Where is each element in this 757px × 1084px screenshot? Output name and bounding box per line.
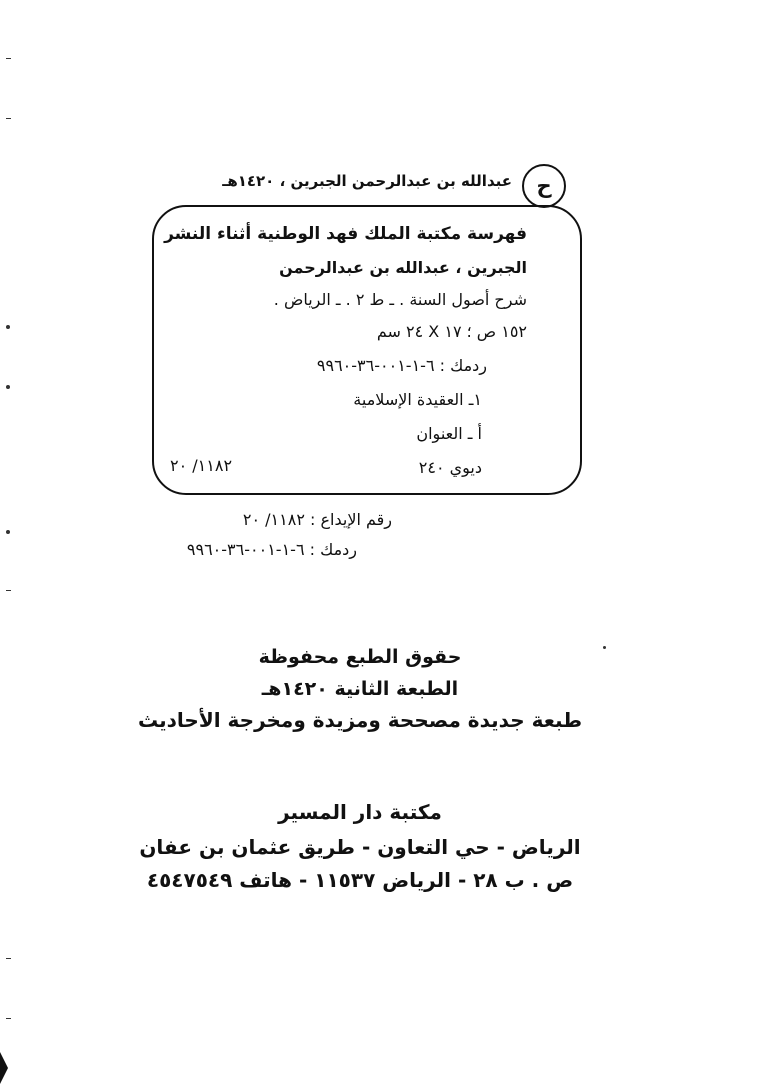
margin-mark	[6, 1018, 11, 1019]
publisher-address: الرياض - حي التعاون - طريق عثمان بن عفان	[139, 835, 581, 859]
page-edge-shadow	[0, 1052, 8, 1084]
cataloging-card	[152, 205, 582, 495]
copyright-line: عبدالله بن عبدالرحمن الجبرين ، ١٤٢٠هـ	[222, 172, 512, 190]
card-collation: ١٥٢ ص ؛ ١٧ X ٢٤ سم	[376, 322, 527, 341]
publisher-po-box: ص . ب ٢٨ - الرياض ١١٥٣٧ - هاتف ٤٥٤٧٥٤٩	[146, 868, 574, 892]
margin-mark	[6, 58, 11, 59]
card-work: شرح أصول السنة . ـ ط ٢ . ـ الرياض .	[273, 290, 527, 309]
isbn: ردمك : ٦-١-٠٠١-٣٦-٩٩٦٠	[186, 540, 357, 559]
margin-mark	[6, 325, 10, 329]
margin-mark	[6, 385, 10, 389]
edition: الطبعة الثانية ١٤٢٠هـ	[261, 678, 459, 700]
card-title: فهرسة مكتبة الملك فهد الوطنية أثناء النشر	[164, 224, 527, 244]
margin-mark	[6, 958, 11, 959]
card-subject: ١ـ العقيدة الإسلامية	[353, 390, 482, 409]
card-isbn: ردمك : ٦-١-٠٠١-٣٦-٩٩٦٠	[316, 356, 487, 375]
edition-note: طبعة جديدة مصححة ومزيدة ومخرجة الأحاديث	[137, 708, 583, 732]
card-added-entry: أ ـ العنوان	[416, 424, 482, 443]
deposit-number: رقم الإيداع : ١١٨٢/ ٢٠	[242, 510, 392, 529]
copyright-symbol: ح	[522, 164, 566, 208]
card-deposit-number: ١١٨٢/ ٢٠	[170, 456, 233, 475]
card-dewey: ديوي ٢٤٠	[418, 458, 482, 477]
margin-mark	[6, 118, 11, 119]
publisher-name: مكتبة دار المسير	[278, 800, 442, 824]
margin-mark	[6, 590, 11, 591]
rights-reserved: حقوق الطبع محفوظة	[258, 646, 462, 668]
card-author: الجبرين ، عبدالله بن عبدالرحمن	[279, 258, 527, 277]
margin-mark	[6, 530, 10, 534]
